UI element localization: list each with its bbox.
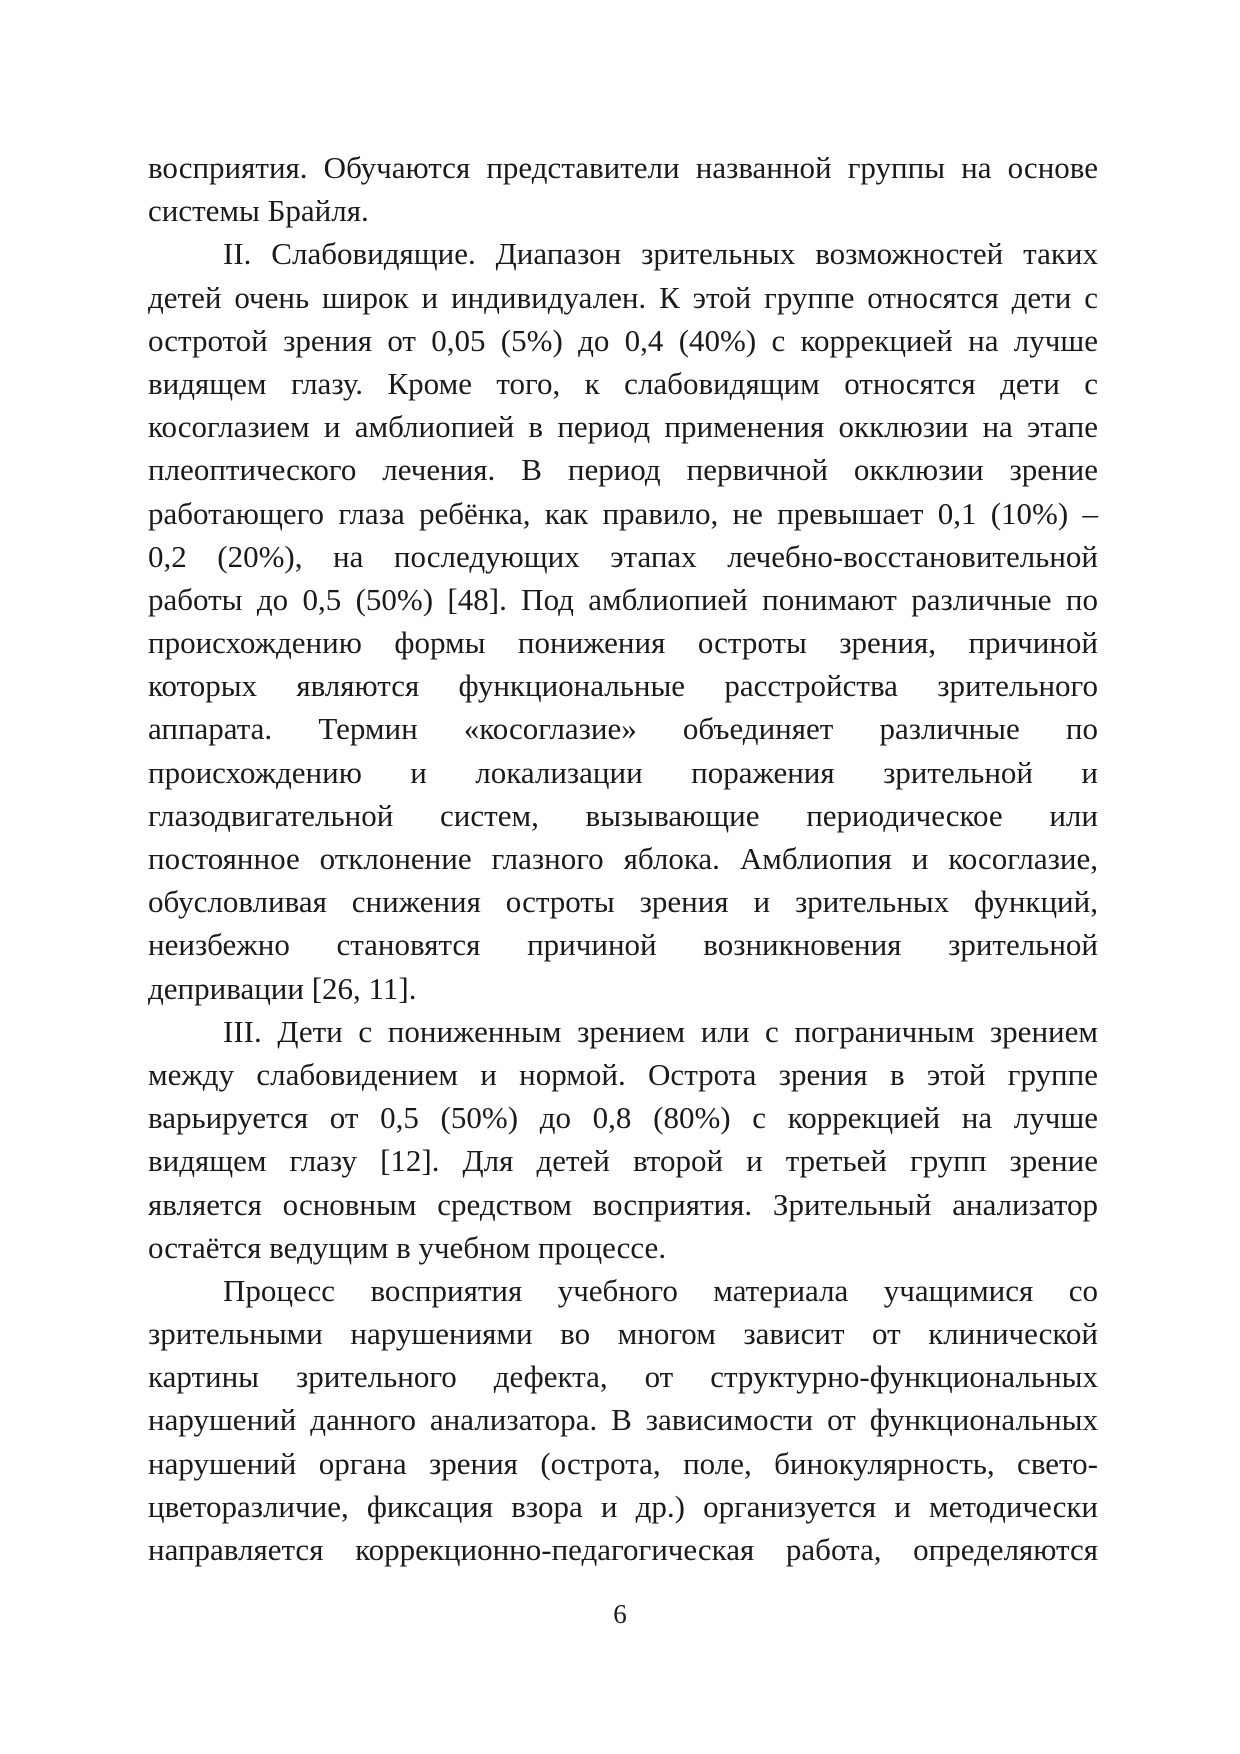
text-line: между слабовидением и нормой. Острота зрения в этой группе	[148, 1056, 1098, 1092]
text-line: косоглазием и амблиопией в период применения окклюзии на этапе	[148, 409, 1098, 445]
text-line: работающего глаза ребёнка, как правило, не превышает 0,1 (10%) –	[148, 495, 1098, 531]
text-line: 0,2 (20%), на последующих этапах лечебно-восстановительной	[148, 538, 1098, 574]
text-line: III. Дети с пониженным зрением или с пограничным зрением	[223, 1013, 1098, 1049]
text-line: нарушений органа зрения (острота, поле, бинокулярность, свето-	[148, 1445, 1098, 1481]
text-line: постоянное отклонение глазного яблока. Амблиопия и косоглазие,	[148, 841, 1098, 876]
text-line: глазодвигательной систем, вызывающие периодическое или	[148, 797, 1098, 833]
text-line: системы Брайля.	[148, 193, 369, 229]
text-line: детей очень широк и индивидуален. К этой группе относятся дети с	[148, 279, 1098, 315]
text-line: депривации [26, 11].	[148, 970, 417, 1006]
page-number: 6	[613, 1599, 627, 1629]
text-line: зрительными нарушениями во многом зависит от клинической	[148, 1316, 1098, 1352]
text-line: направляется коррекционно-педагогическая работа, определяются	[148, 1532, 1098, 1567]
text-line: цветоразличие, фиксация взора и др.) организуется и методически	[148, 1488, 1098, 1524]
text-line: картины зрительного дефекта, от структурно-функциональных	[148, 1359, 1098, 1395]
text-line: аппарата. Термин «косоглазие» объединяет различные по	[148, 711, 1098, 747]
text-line: является основным средством восприятия. Зрительный анализатор	[148, 1186, 1098, 1222]
text-line: работы до 0,5 (50%) [48]. Под амблиопией понимают различные по	[148, 581, 1098, 617]
text-line: обусловливая снижения остроты зрения и зрительных функций,	[148, 884, 1098, 920]
text-line: которых являются функциональные расстройства зрительного	[148, 668, 1098, 704]
text-line: II. Слабовидящие. Диапазон зрительных возможностей таких	[223, 236, 1098, 272]
text-line: видящем глазу. Кроме того, к слабовидящим относятся дети с	[148, 365, 1098, 401]
text-line: восприятия. Обучаются представители названной группы на основе	[148, 150, 1098, 185]
body-text	[148, 146, 1098, 1571]
text-line: остаётся ведущим в учебном процессе.	[148, 1229, 667, 1265]
text-line: нарушений данного анализатора. В зависимости от функциональных	[148, 1402, 1098, 1438]
text-line: происхождению формы понижения остроты зрения, причиной	[148, 625, 1098, 661]
text-line: неизбежно становятся причиной возникновения зрительной	[148, 927, 1098, 963]
text-line: остротой зрения от 0,05 (5%) до 0,4 (40%) с коррекцией на лучше	[148, 322, 1098, 358]
text-line: происхождению и локализации поражения зрительной и	[148, 754, 1098, 790]
text-line: варьируется от 0,5 (50%) до 0,8 (80%) с коррекцией на лучше	[148, 1100, 1098, 1136]
text-line: видящем глазу [12]. Для детей второй и третьей групп зрение	[148, 1143, 1098, 1179]
text-line: Процесс восприятия учебного материала учащимися со	[223, 1272, 1098, 1308]
text-line: плеоптического лечения. В период первичной окклюзии зрение	[148, 452, 1098, 488]
